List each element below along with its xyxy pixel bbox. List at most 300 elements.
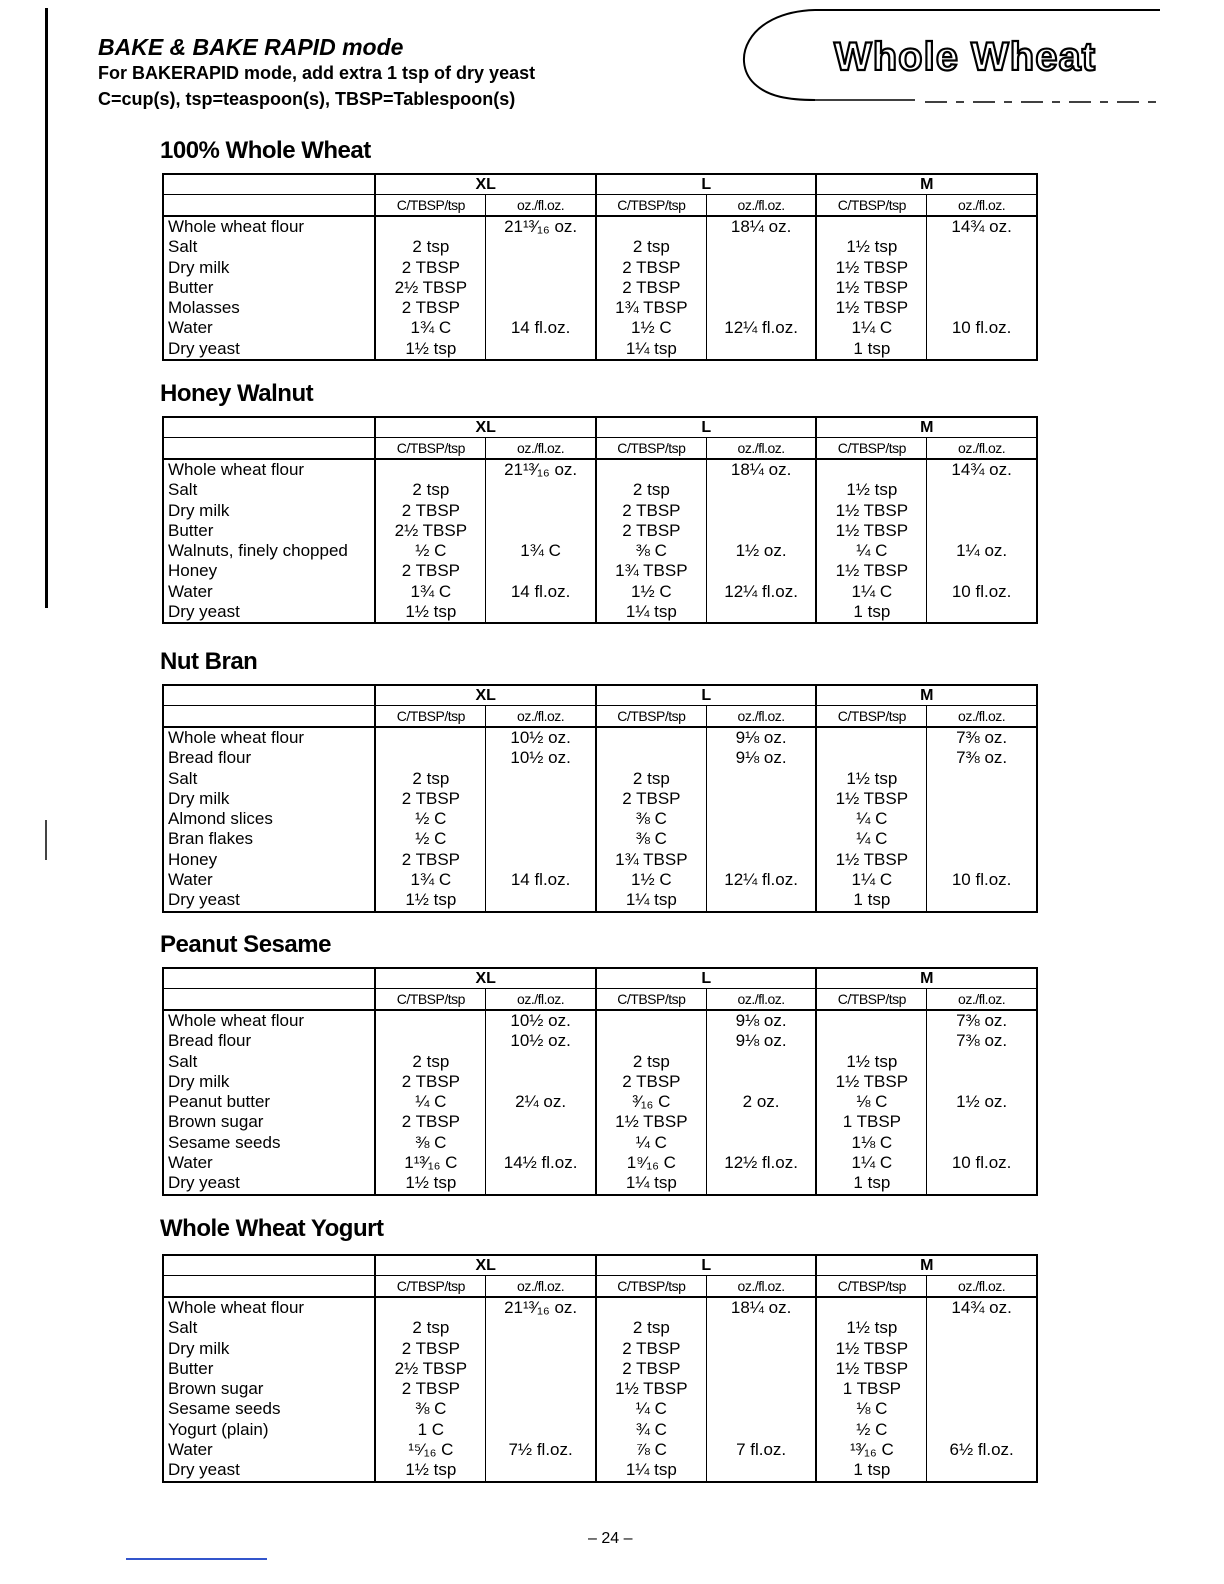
table-cell: 1¼ oz. (956, 541, 1008, 561)
table-cell: 2 tsp (412, 237, 450, 257)
table-cell: 21¹³⁄₁₆ oz. (504, 1298, 578, 1317)
table-cell: 9⅛ oz. (735, 1031, 787, 1051)
table-cell: 12¼ fl.oz. (724, 581, 798, 601)
l-weight-column (706, 459, 816, 623)
table-cell: 1½ tsp (846, 480, 898, 500)
table-cell (707, 480, 816, 500)
table-cell: Dry yeast (168, 338, 240, 358)
unit-header-row (163, 438, 1037, 460)
unit-weight-header: oz./fl.oz. (706, 706, 816, 728)
mode-title: BAKE & BAKE RAPID mode (98, 34, 404, 60)
unit-measure-header: C/TBSP/tsp (816, 989, 926, 1011)
table-cell: 2 TBSP (401, 849, 460, 869)
table-cell: 1½ tsp (405, 602, 457, 622)
unit-header-row (163, 1276, 1037, 1298)
table-cell (927, 1359, 1036, 1379)
recipe-table (162, 684, 1038, 913)
unit-weight-header: oz./fl.oz. (486, 438, 596, 460)
table-cell (707, 1318, 816, 1338)
badge-label: Whole Wheat (833, 35, 1097, 79)
table-cell: 1½ TBSP (615, 1112, 688, 1132)
header-spacer (163, 685, 375, 706)
table-cell: 1½ C (631, 581, 672, 601)
table-cell: Whole wheat flour (168, 217, 305, 236)
unit-weight-header: oz./fl.oz. (927, 706, 1037, 728)
header-spacer (163, 1255, 375, 1276)
table-cell: 6½ fl.oz. (949, 1440, 1014, 1460)
table-cell (707, 1133, 816, 1153)
table-cell (817, 748, 926, 768)
size-l-header: L (596, 968, 817, 989)
m-weight-column (927, 459, 1037, 623)
table-cell: Salt (168, 1318, 198, 1338)
header-spacer (163, 1276, 375, 1298)
header-spacer (163, 417, 375, 438)
table-cell: 10½ oz. (510, 1031, 571, 1051)
table-cell: ½ C (415, 829, 447, 849)
recipe-title: 100% Whole Wheat (160, 137, 371, 164)
table-cell: 1¼ C (851, 318, 893, 338)
table-cell (707, 561, 816, 581)
table-cell: 2 TBSP (622, 1338, 681, 1358)
table-cell: Water (168, 581, 213, 601)
size-header-row (163, 417, 1037, 438)
recipe-table (162, 967, 1038, 1196)
table-cell (486, 521, 595, 541)
table-cell: 7⅜ oz. (956, 728, 1008, 747)
table-cell: 2 TBSP (401, 298, 460, 318)
table-cell: 12½ fl.oz. (724, 1153, 798, 1173)
table-cell: Dry yeast (168, 1173, 240, 1193)
table-cell (707, 298, 816, 318)
table-cell (707, 1460, 816, 1480)
abbreviation-note: C=cup(s), tsp=teaspoon(s), TBSP=Tablespoon(s) (98, 89, 516, 109)
table-cell: 14 fl.oz. (510, 581, 571, 601)
table-cell: ⅛ C (856, 1399, 888, 1419)
m-weight-column (927, 1010, 1037, 1195)
table-cell: 2 tsp (632, 768, 670, 788)
recipe-title: Nut Bran (160, 648, 258, 675)
table-cell (707, 1052, 816, 1072)
table-cell: 2 TBSP (401, 500, 460, 520)
table-cell: 1½ TBSP (835, 1358, 909, 1378)
table-cell: 14¾ oz. (951, 217, 1012, 236)
table-cell: Salt (168, 237, 198, 257)
table-cell (927, 769, 1036, 789)
table-cell (597, 1031, 706, 1051)
table-cell: 10 fl.oz. (951, 1153, 1012, 1173)
table-cell: 2 tsp (632, 1318, 670, 1338)
table-cell (927, 480, 1036, 500)
table-cell: ¼ C (635, 1399, 667, 1419)
xl-measure-column (375, 727, 485, 912)
table-cell: 1½ TBSP (835, 500, 909, 520)
table-cell (927, 339, 1036, 359)
table-cell: 1 C (417, 1419, 445, 1439)
table-cell (927, 1420, 1036, 1440)
table-cell: Whole wheat flour (168, 460, 305, 479)
unit-header-row (163, 195, 1037, 217)
table-cell: 2¼ oz. (515, 1092, 567, 1112)
l-weight-column (706, 1297, 816, 1482)
table-cell: Salt (168, 480, 198, 500)
table-cell: 1½ tsp (846, 237, 898, 257)
unit-weight-header: oz./fl.oz. (706, 195, 816, 217)
table-cell: Dry milk (168, 1338, 230, 1358)
table-cell: 1½ TBSP (835, 1071, 909, 1091)
table-cell: ⅜ C (635, 541, 667, 561)
xl-weight-column (486, 1297, 596, 1482)
table-cell: 2 TBSP (622, 1358, 681, 1378)
table-cell: 2 TBSP (401, 257, 460, 277)
table-cell: 10 fl.oz. (951, 870, 1012, 890)
table-cell (817, 1031, 926, 1051)
table-cell: Dry yeast (168, 890, 240, 910)
table-cell: 2 TBSP (401, 561, 460, 581)
table-cell: 14¾ oz. (951, 1298, 1012, 1317)
size-l-header: L (596, 1255, 817, 1276)
unit-measure-header: C/TBSP/tsp (596, 438, 706, 460)
table-cell (927, 1399, 1036, 1419)
table-cell: Sesame seeds (168, 1399, 281, 1419)
header-spacer (163, 438, 375, 460)
table-cell: 12¼ fl.oz. (724, 318, 798, 338)
size-m-header: M (816, 685, 1037, 706)
table-cell (707, 850, 816, 870)
table-cell (486, 258, 595, 278)
table-cell: 2 TBSP (622, 277, 681, 297)
table-cell: 1½ tsp (405, 1173, 457, 1193)
table-cell: Butter (168, 277, 214, 297)
table-cell (927, 1133, 1036, 1153)
xl-measure-column (375, 459, 485, 623)
table-cell: 12¼ fl.oz. (724, 870, 798, 890)
table-cell (597, 1298, 706, 1318)
m-measure-column (816, 1010, 926, 1195)
table-cell (486, 298, 595, 318)
table-cell (376, 1011, 485, 1031)
table-cell (927, 501, 1036, 521)
table-cell (486, 1072, 595, 1092)
table-cell (486, 237, 595, 257)
table-cell: 1 tsp (853, 602, 891, 622)
table-cell: 7½ fl.oz. (508, 1440, 573, 1460)
table-cell: 7⅜ oz. (956, 1031, 1008, 1051)
table-cell: 1 tsp (853, 890, 891, 910)
ingredient-body-row (163, 1010, 1037, 1195)
xl-measure-column (375, 1010, 485, 1195)
table-cell (486, 1112, 595, 1132)
table-cell: Brown sugar (168, 1112, 264, 1132)
table-cell (486, 850, 595, 870)
table-cell (927, 789, 1036, 809)
l-measure-column (596, 1010, 706, 1195)
table-cell (707, 1379, 816, 1399)
xl-weight-column (486, 1010, 596, 1195)
table-cell: Yogurt (plain) (168, 1419, 269, 1439)
header-spacer (163, 174, 375, 195)
table-cell: 14 fl.oz. (510, 870, 571, 890)
table-cell: Peanut butter (168, 1092, 271, 1112)
m-measure-column (816, 216, 926, 360)
table-cell: Molasses (168, 298, 240, 318)
size-m-header: M (816, 417, 1037, 438)
table-cell: ¼ C (856, 541, 888, 561)
left-margin-mark (45, 820, 47, 860)
table-cell (707, 501, 816, 521)
size-l-header: L (596, 417, 817, 438)
table-cell: 2 TBSP (622, 520, 681, 540)
table-cell: ⅜ C (635, 829, 667, 849)
table-cell (927, 602, 1036, 622)
table-cell (927, 521, 1036, 541)
table-cell (486, 1420, 595, 1440)
table-cell: ¹³⁄₁₆ C (849, 1440, 894, 1460)
table-cell: ³⁄₁₆ C (632, 1092, 671, 1112)
table-cell: 2 tsp (412, 1051, 450, 1071)
table-cell: 2 tsp (632, 1051, 670, 1071)
l-weight-column (706, 727, 816, 912)
table-cell: Butter (168, 1358, 214, 1378)
table-cell (486, 829, 595, 849)
size-l-header: L (596, 685, 817, 706)
table-cell (707, 769, 816, 789)
recipe-title: Whole Wheat Yogurt (160, 1215, 384, 1242)
header-spacer (163, 706, 375, 728)
ingredient-column (163, 459, 375, 623)
table-cell (927, 1072, 1036, 1092)
table-cell: 10 fl.oz. (951, 581, 1012, 601)
table-cell (817, 460, 926, 480)
table-cell (927, 1379, 1036, 1399)
table-cell: 1¼ tsp (625, 602, 677, 622)
table-cell: 2 TBSP (401, 788, 460, 808)
table-cell: ¼ C (856, 809, 888, 829)
unit-weight-header: oz./fl.oz. (927, 195, 1037, 217)
recipe-title: Honey Walnut (160, 380, 314, 407)
table-cell (927, 1460, 1036, 1480)
table-cell (707, 890, 816, 910)
header-spacer (163, 968, 375, 989)
table-cell: 1⅛ C (851, 1132, 893, 1152)
m-weight-column (927, 216, 1037, 360)
table-cell: 1¼ tsp (625, 1460, 677, 1480)
table-cell: Dry milk (168, 788, 230, 808)
table-cell (927, 561, 1036, 581)
size-xl-header: XL (375, 1255, 596, 1276)
table-cell (927, 1112, 1036, 1132)
table-cell: ¹⁵⁄₁₆ C (408, 1440, 454, 1460)
table-cell: 18¼ oz. (730, 460, 792, 479)
table-cell: Butter (168, 520, 214, 540)
unit-measure-header: C/TBSP/tsp (375, 989, 485, 1011)
table-cell (376, 1031, 485, 1051)
table-cell: Water (168, 870, 213, 890)
size-header-row (163, 685, 1037, 706)
table-cell: 1½ C (631, 318, 672, 338)
unit-measure-header: C/TBSP/tsp (596, 706, 706, 728)
table-cell (376, 460, 485, 480)
table-cell: 2 TBSP (622, 500, 681, 520)
table-cell: Dry milk (168, 500, 230, 520)
table-cell: 10½ oz. (510, 1011, 571, 1030)
recipe-table (162, 416, 1038, 624)
table-cell (486, 1133, 595, 1153)
table-cell (707, 521, 816, 541)
table-cell: Bread flour (168, 748, 252, 768)
table-cell (927, 890, 1036, 910)
size-header-row (163, 968, 1037, 989)
table-cell: Almond slices (168, 809, 273, 829)
table-cell: ¼ C (415, 1092, 447, 1112)
table-cell (707, 1339, 816, 1359)
table-cell: 18¼ oz. (730, 1298, 792, 1317)
table-cell: 2 tsp (412, 480, 450, 500)
table-cell (707, 339, 816, 359)
table-cell: Bread flour (168, 1031, 252, 1051)
table-cell (486, 890, 595, 910)
table-cell: ⅜ C (635, 809, 667, 829)
table-cell: 1¾ C (410, 581, 452, 601)
table-cell (927, 829, 1036, 849)
table-cell (486, 1173, 595, 1193)
table-cell: 1 TBSP (842, 1112, 901, 1132)
table-cell (486, 480, 595, 500)
table-cell: 1½ TBSP (835, 1338, 909, 1358)
unit-weight-header: oz./fl.oz. (706, 989, 816, 1011)
l-weight-column (706, 216, 816, 360)
table-cell: 1⁹⁄₁₆ C (626, 1153, 676, 1173)
table-cell: Salt (168, 1051, 198, 1071)
table-cell: 10 fl.oz. (951, 318, 1012, 338)
size-xl-header: XL (375, 174, 596, 195)
table-cell: ½ C (856, 1419, 888, 1439)
table-cell (486, 1399, 595, 1419)
table-cell: 1½ TBSP (835, 257, 909, 277)
table-cell: 18¼ oz. (730, 217, 792, 236)
table-cell: 2½ TBSP (394, 1358, 468, 1378)
size-l-header: L (596, 174, 817, 195)
table-cell: Salt (168, 768, 198, 788)
table-cell (707, 1072, 816, 1092)
header-spacer (163, 989, 375, 1011)
table-cell: 1¼ tsp (625, 890, 677, 910)
size-xl-header: XL (375, 685, 596, 706)
ingredient-body-row (163, 1297, 1037, 1482)
unit-weight-header: oz./fl.oz. (927, 989, 1037, 1011)
table-cell: Walnuts, finely chopped (168, 541, 348, 561)
table-cell: 1¼ C (851, 581, 893, 601)
table-cell: Water (168, 1440, 213, 1460)
table-cell: 1½ TBSP (835, 561, 909, 581)
table-cell: Brown sugar (168, 1379, 264, 1399)
table-cell: 9⅛ oz. (735, 748, 787, 768)
table-cell: 1¾ TBSP (615, 298, 688, 318)
table-cell: 1¾ C (410, 870, 452, 890)
table-cell (707, 1399, 816, 1419)
table-cell (597, 748, 706, 768)
table-cell: 2 tsp (412, 1318, 450, 1338)
table-cell (707, 237, 816, 257)
table-cell (707, 258, 816, 278)
table-cell: 1 tsp (853, 1173, 891, 1193)
table-cell (927, 298, 1036, 318)
table-cell (486, 1460, 595, 1480)
unit-weight-header: oz./fl.oz. (486, 706, 596, 728)
table-cell: 21¹³⁄₁₆ oz. (504, 217, 578, 236)
table-cell: Honey (168, 849, 218, 869)
table-cell (817, 1011, 926, 1031)
table-cell: ¼ C (635, 1132, 667, 1152)
table-cell: 1½ TBSP (615, 1379, 688, 1399)
table-cell: 1 TBSP (842, 1379, 901, 1399)
size-xl-header: XL (375, 968, 596, 989)
table-cell (927, 1173, 1036, 1193)
table-cell: 9⅛ oz. (735, 1011, 787, 1030)
table-cell: 1¾ TBSP (615, 849, 688, 869)
table-cell: 1½ tsp (405, 338, 457, 358)
unit-weight-header: oz./fl.oz. (706, 1276, 816, 1298)
table-cell (707, 1359, 816, 1379)
table-cell: Bran flakes (168, 829, 254, 849)
unit-measure-header: C/TBSP/tsp (816, 195, 926, 217)
table-cell: 1½ oz. (735, 541, 787, 561)
table-cell (486, 278, 595, 298)
table-cell (707, 1173, 816, 1193)
ingredient-column (163, 1297, 375, 1482)
unit-measure-header: C/TBSP/tsp (816, 438, 926, 460)
l-measure-column (596, 727, 706, 912)
table-cell: 2 oz. (742, 1092, 780, 1112)
table-cell: ½ C (415, 541, 447, 561)
table-cell (927, 850, 1036, 870)
rapid-note: For BAKERAPID mode, add extra 1 tsp of dry yeast (98, 63, 536, 83)
ingredient-column (163, 216, 375, 360)
m-measure-column (816, 459, 926, 623)
xl-weight-column (486, 459, 596, 623)
table-cell: 2½ TBSP (394, 520, 468, 540)
table-cell: ½ C (415, 809, 447, 829)
table-cell: 1¼ C (851, 870, 893, 890)
table-cell (927, 809, 1036, 829)
unit-measure-header: C/TBSP/tsp (375, 195, 485, 217)
table-cell (486, 1379, 595, 1399)
table-cell (597, 217, 706, 237)
table-cell (486, 789, 595, 809)
table-cell: 7⅜ oz. (956, 748, 1008, 768)
table-cell: 14¾ oz. (951, 460, 1012, 479)
table-cell: ⅜ C (415, 1399, 447, 1419)
table-cell: 1½ tsp (846, 1051, 898, 1071)
table-cell: 1¼ C (851, 1153, 893, 1173)
table-cell: Dry yeast (168, 1460, 240, 1480)
size-m-header: M (816, 174, 1037, 195)
m-measure-column (816, 1297, 926, 1482)
unit-measure-header: C/TBSP/tsp (375, 1276, 485, 1298)
table-cell (707, 1112, 816, 1132)
table-cell (707, 278, 816, 298)
table-cell: 2 TBSP (401, 1112, 460, 1132)
unit-weight-header: oz./fl.oz. (486, 1276, 596, 1298)
table-cell (597, 460, 706, 480)
unit-measure-header: C/TBSP/tsp (375, 706, 485, 728)
table-cell: 2 TBSP (401, 1379, 460, 1399)
table-cell (376, 1298, 485, 1318)
table-cell: Whole wheat flour (168, 728, 305, 747)
table-cell (927, 1052, 1036, 1072)
table-cell: ⅞ C (635, 1440, 667, 1460)
table-cell (486, 1052, 595, 1072)
